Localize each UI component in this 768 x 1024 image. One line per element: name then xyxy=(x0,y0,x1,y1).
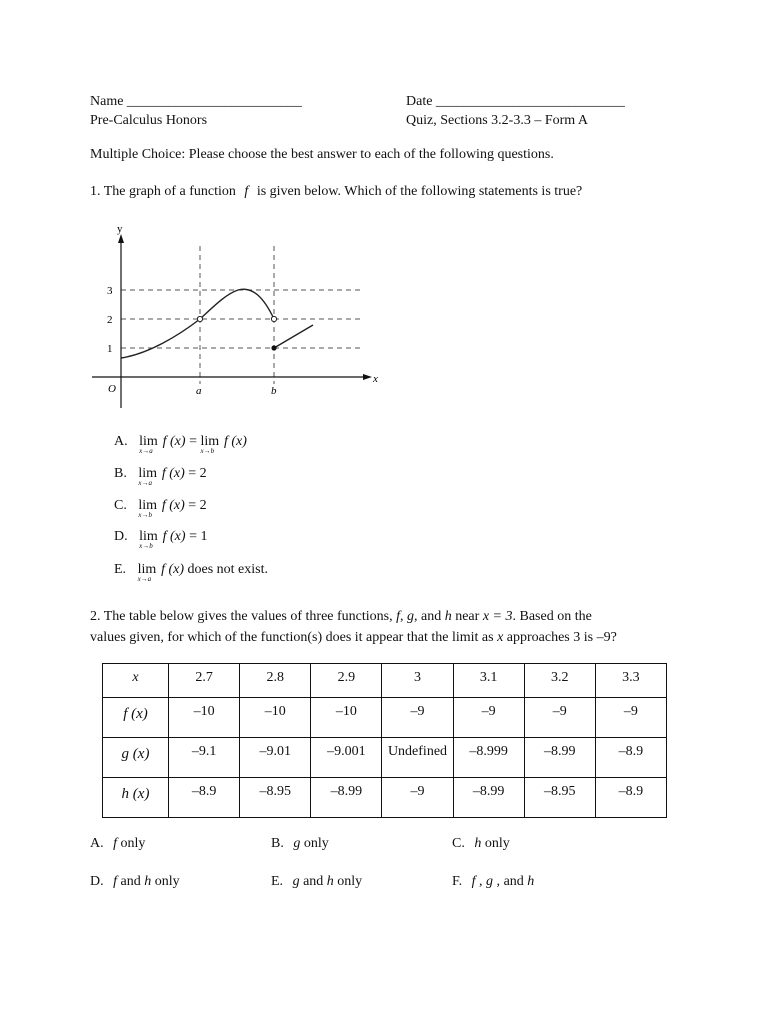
q2-text: 2. The table below gives the values of three functions, xyxy=(90,609,393,624)
choice-letter: D. xyxy=(114,529,128,544)
q1-prompt-part1: 1. The graph of a function xyxy=(90,184,236,199)
q2-var-x: x xyxy=(497,630,504,645)
choice-text: only xyxy=(337,874,363,889)
lim-text: lim xyxy=(139,529,158,544)
table-header-cell: 2.7 xyxy=(169,664,240,698)
table-cell: –10 xyxy=(169,698,240,738)
q1-function-graph xyxy=(88,220,388,420)
limit-a2 xyxy=(200,434,220,455)
q1-prompt-part2: is given below. Which of the following statements is true? xyxy=(256,184,583,199)
choice-letter: C. xyxy=(452,836,465,851)
table-header-cell: x xyxy=(103,664,169,698)
table-cell: –9.1 xyxy=(169,738,240,777)
choice-var: g xyxy=(293,836,301,851)
table-cell: –9 xyxy=(524,698,595,738)
lim-subscript: x→b xyxy=(200,447,215,455)
table-cell: –9 xyxy=(382,698,453,738)
limit-c xyxy=(138,498,158,519)
choice-letter: B. xyxy=(114,466,127,481)
function-right-segment xyxy=(274,325,313,348)
table-cell: Undefined xyxy=(382,738,453,777)
choice-text: only xyxy=(303,836,329,851)
x-axis-arrow-icon xyxy=(363,374,372,380)
lim-text: lim xyxy=(138,466,158,481)
table-cell: –8.95 xyxy=(524,777,595,817)
q1-prompt xyxy=(90,184,582,200)
q1-choice-c xyxy=(114,498,207,519)
table-row-g xyxy=(103,738,667,777)
choice-var: h xyxy=(144,874,152,889)
choice-var: f xyxy=(113,874,118,889)
row-label: h (x) xyxy=(103,777,169,817)
instructions: Multiple Choice: Please choose the best answer to each of the following questions. xyxy=(90,147,554,162)
choice-var: f xyxy=(113,836,118,851)
q2-choice-b xyxy=(271,836,329,852)
table-header-cell: 3.2 xyxy=(524,664,595,698)
q1-func: f xyxy=(244,184,249,199)
q2-prompt-line1 xyxy=(90,609,592,625)
limit-d xyxy=(139,529,159,550)
open-point-at-a xyxy=(197,316,202,321)
q2-choice-a xyxy=(90,836,145,852)
q2-choice-d xyxy=(90,874,180,890)
fx-text: f (x) xyxy=(162,434,186,449)
q2-sep: , xyxy=(400,609,404,624)
choice-letter: E. xyxy=(271,874,284,889)
limit-e xyxy=(137,562,158,583)
x-axis-label: x xyxy=(373,373,378,385)
choice-letter: C. xyxy=(114,498,127,513)
table-cell: –9.001 xyxy=(311,738,382,777)
table-header-cell: 2.9 xyxy=(311,664,382,698)
table-cell: –8.9 xyxy=(169,777,240,817)
lim-subscript: x→a xyxy=(137,575,152,583)
choice-text: and xyxy=(120,874,141,889)
q2-choice-e xyxy=(271,874,362,890)
q2-text: . Based on the xyxy=(512,609,592,624)
table-cell: –8.9 xyxy=(595,777,666,817)
q2-sep: , and xyxy=(414,609,442,624)
choice-rest: does not exist. xyxy=(187,562,268,577)
q2-prompt-line2 xyxy=(90,630,617,646)
table-cell: –8.99 xyxy=(453,777,524,817)
q2-choice-c xyxy=(452,836,510,852)
choice-rest: = 1 xyxy=(189,529,208,544)
choice-letter: A. xyxy=(90,836,104,851)
choice-letter: A. xyxy=(114,434,128,449)
open-point-at-b xyxy=(271,316,276,321)
choice-text: and xyxy=(503,874,524,889)
limit-b xyxy=(138,466,158,487)
q2-var-f: f xyxy=(396,609,400,624)
a-tick-label: a xyxy=(196,385,202,397)
choice-text: and xyxy=(303,874,324,889)
lim-subscript: x→a xyxy=(139,447,153,455)
y-tick-1: 1 xyxy=(107,343,113,355)
table-cell: –10 xyxy=(311,698,382,738)
table-header-cell: 3.1 xyxy=(453,664,524,698)
lim-subscript: x→a xyxy=(138,479,152,487)
table-header-row xyxy=(103,664,667,698)
fx-text: f (x) xyxy=(223,434,247,449)
q2-text: approaches 3 is –9? xyxy=(506,630,617,645)
table-cell: –9 xyxy=(382,777,453,817)
q2-x-equals: x = 3 xyxy=(482,609,513,624)
table-cell: –8.99 xyxy=(524,738,595,777)
limit-a1 xyxy=(139,434,159,455)
y-axis-label: y xyxy=(117,223,123,235)
q2-var-h: h xyxy=(444,609,452,624)
y-axis-arrow-icon xyxy=(118,234,124,243)
table-cell: –9.01 xyxy=(240,738,311,777)
closed-point-at-b xyxy=(271,345,276,350)
equals-sign: = xyxy=(189,434,197,449)
origin-label: O xyxy=(108,383,116,395)
choice-var: h xyxy=(326,874,334,889)
q1-choice-b xyxy=(114,466,207,487)
lim-text: lim xyxy=(200,434,220,449)
table-row-h xyxy=(103,777,667,817)
row-label: f (x) xyxy=(103,698,169,738)
table-cell: –10 xyxy=(240,698,311,738)
y-tick-3: 3 xyxy=(107,285,113,297)
q2-text: near xyxy=(455,609,480,624)
choice-letter: E. xyxy=(114,562,127,577)
lim-text: lim xyxy=(138,498,158,513)
table-header-cell: 2.8 xyxy=(240,664,311,698)
q1-choice-e xyxy=(114,562,268,583)
lim-text: lim xyxy=(137,562,157,577)
fx-text: f (x) xyxy=(161,498,185,513)
table-cell: –8.95 xyxy=(240,777,311,817)
choice-rest: = 2 xyxy=(188,498,207,513)
table-header-cell: 3 xyxy=(382,664,453,698)
q1-choice-a xyxy=(114,434,247,455)
table-row-f xyxy=(103,698,667,738)
name-field-label: Name _________________________ xyxy=(90,94,302,109)
row-label: g (x) xyxy=(103,738,169,777)
table-cell: –8.99 xyxy=(311,777,382,817)
table-cell: –8.9 xyxy=(595,738,666,777)
course-title: Pre-Calculus Honors xyxy=(90,113,208,128)
table-cell: –9 xyxy=(595,698,666,738)
b-tick-label: b xyxy=(271,385,277,397)
q2-text: values given, for which of the function(s) does it appear that the limit as xyxy=(90,630,494,645)
quiz-title: Quiz, Sections 3.2-3.3 – Form A xyxy=(406,113,588,128)
choice-var: h xyxy=(527,874,535,889)
fx-text: f (x) xyxy=(161,466,185,481)
choice-var: f , g , xyxy=(471,874,501,889)
table-header-cell: 3.3 xyxy=(595,664,666,698)
lim-text: lim xyxy=(139,434,158,449)
choice-text: only xyxy=(484,836,510,851)
y-tick-2: 2 xyxy=(107,314,113,326)
choice-letter: D. xyxy=(90,874,104,889)
table-cell: –9 xyxy=(453,698,524,738)
lim-subscript: x→b xyxy=(138,511,152,519)
choice-var: h xyxy=(474,836,482,851)
choice-text: only xyxy=(154,874,180,889)
lim-subscript: x→b xyxy=(139,542,153,550)
choice-var: g xyxy=(292,874,300,889)
q2-choice-f xyxy=(452,874,534,890)
table-cell: –8.999 xyxy=(453,738,524,777)
q1-choice-d xyxy=(114,529,208,550)
fx-text: f (x) xyxy=(161,562,184,577)
choice-letter: F. xyxy=(452,874,463,889)
choice-letter: B. xyxy=(271,836,284,851)
choice-text: only xyxy=(120,836,146,851)
q2-var-g: g xyxy=(407,609,414,624)
q2-values-table xyxy=(102,663,667,818)
date-field-label: Date ___________________________ xyxy=(406,94,625,109)
choice-rest: = 2 xyxy=(188,466,207,481)
fx-text: f (x) xyxy=(162,529,186,544)
